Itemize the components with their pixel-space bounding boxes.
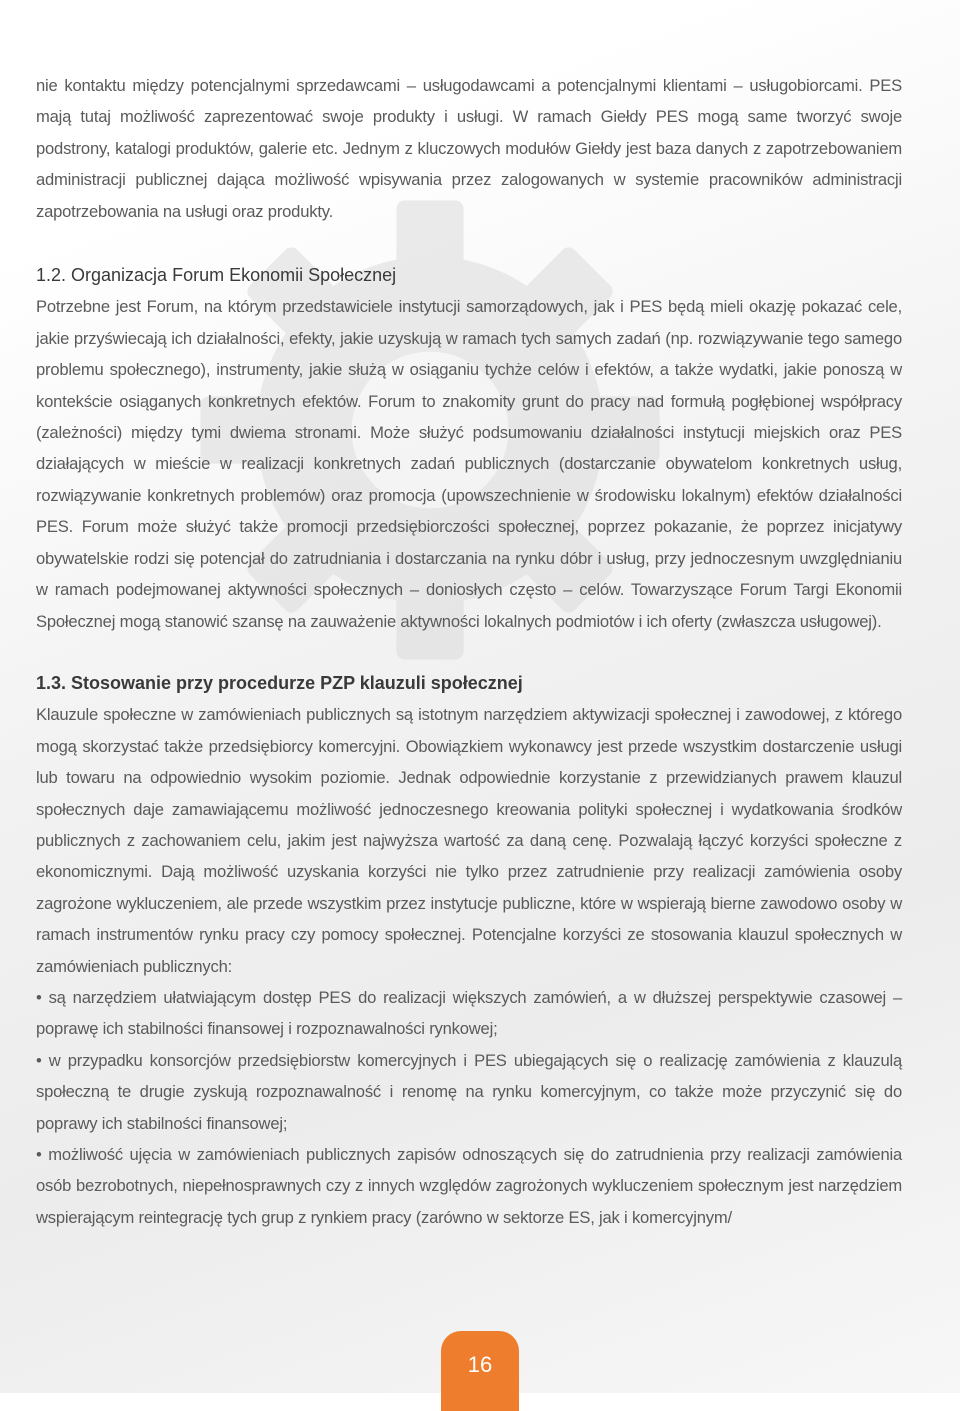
page-number-tab (441, 1331, 519, 1411)
section-1-2-body: Potrzebne jest Forum, na którym przedstawiciele instytucji samorządowych, jak i PES będą mieli okazję pokazać cele, jakie przyświecają ich działalności, efekty, jakie uzyskują w ramach tych samych zadań (np. rozwiązywanie tego samego problemu społecznego), instrumenty, jakie służą w osiąganiu tychże celów i efektów, a także wydatki, jakie ponoszą w kontekście osiąganych konkretnych efektów. Forum to znakomity grunt do pracy nad formułą pogłębionej współpracy (zależności) między tymi dwiema stronami. Może służyć podsumowaniu działalności instytucji miejskich oraz PES działających w mieście w realizacji konkretnych zadań publicznych (dostarczanie obywatelom konkretnych usług, rozwiązywanie konkretnych problemów) oraz promocja (upowszechnienie w środowisku lokalnym) efektów działalności PES. Forum może służyć także promocji przedsiębiorczości społecznej, poprzez pokazanie, że poprzez inicjatywy obywatelskie rodzi się potencjał do zatrudniania i dostarczania na rynku dóbr i usług, przy jednoczesnym uwzględnianiu w ramach podejmowanej aktywności społecznych – doniosłych często – celów. Towarzyszące Forum Targi Ekonomii Społecznej mogą stanowić szansę na zauważenie aktywności lokalnych podmiotów i ich oferty (zwłaszcza usługowej). (36, 297, 902, 631)
section-1-3-body: Klauzule społeczne w zamówieniach publicznych są istotnym narzędziem aktywizacji społecznej i zawodowej, z którego mogą skorzystać także przedsiębiorcy komercyjni. Obowiązkiem wykonawcy jest przede wszystkim dostarczenie usługi lub towaru na odpowiednio wysokim poziomie. Jednak odpowiednie korzystanie z przewidzianych prawem klauzul społecznych daje zamawiającemu możliwość jednoczesnego kreowania polityki społecznej i wydatkowania środków publicznych z zachowaniem celu, jakim jest najwyższa wartość za daną cenę. Pozwalają łączyć korzyści społeczne z ekonomicznymi. Dają możliwość uzyskania korzyści nie tylko przez zatrudnienie przy realizacji zamówienia osoby zagrożone wykluczeniem, ale przede wszystkim przez instytucje publiczne, które w wspierają bierne zawodowo osoby w ramach instrumentów rynku pracy czy pomocy społecznej. Potencjalne korzyści ze stosowania klauzul społecznych w zamówieniach publicznych: (36, 705, 902, 976)
intro-paragraph: nie kontaktu między potencjalnymi sprzedawcami – usługodawcami a potencjalnymi klientami – usługobiorcami. PES mają tutaj możliwość zaprezentować swoje produkty i usługi. W ramach Giełdy PES mogą same tworzyć swoje podstrony, katalogi produktów, galerie etc. Jednym z kluczowych modułów Giełdy jest baza danych z zapotrzebowaniem administracji publicznej dająca możliwość wpisywania przez zalogowanych w systemie pracowników administracji zapotrzebowania na usługi oraz produkty. (36, 76, 902, 221)
section-1-2-heading: 1.2. Organizacja Forum Ekonomii Społecznej (36, 265, 397, 286)
section-1-3-heading: 1.3. Stosowanie przy procedurze PZP klauzuli społecznej (36, 672, 523, 693)
bullet-item: • w przypadku konsorcjów przedsiębiorstw komercyjnych i PES ubiegających się o realizację zamówienia z klauzulą społeczną te drugie zyskują rozpoznawalność i renomę na rynku komercyjnym, co także może przyczynić się do poprawy ich stabilności finansowej; (36, 1050, 902, 1133)
section-1-2 (36, 260, 902, 637)
bullet-item: • możliwość ujęcia w zamówieniach publicznych zapisów odnoszących się do zatrudnienia przy realizacji zamówienia osób bezrobotnych, niepełnosprawnych czy z innych względów zagrożonych wykluczeniem społecznym jest narzędziem wspierającym reintegrację tych grup z rynkiem pracy (zarówno w sektorze ES, jak i komercyjnym/ (36, 1145, 902, 1227)
page-number: 16 (467, 1352, 493, 1377)
page-content (36, 70, 902, 1264)
section-1-3 (36, 668, 902, 1233)
bullet-item: • są narzędziem ułatwiającym dostęp PES do realizacji większych zamówień, a w dłuższej perspektywie czasowej – poprawę ich stabilności finansowej i rozpoznawalności rynkowej; (36, 987, 902, 1039)
